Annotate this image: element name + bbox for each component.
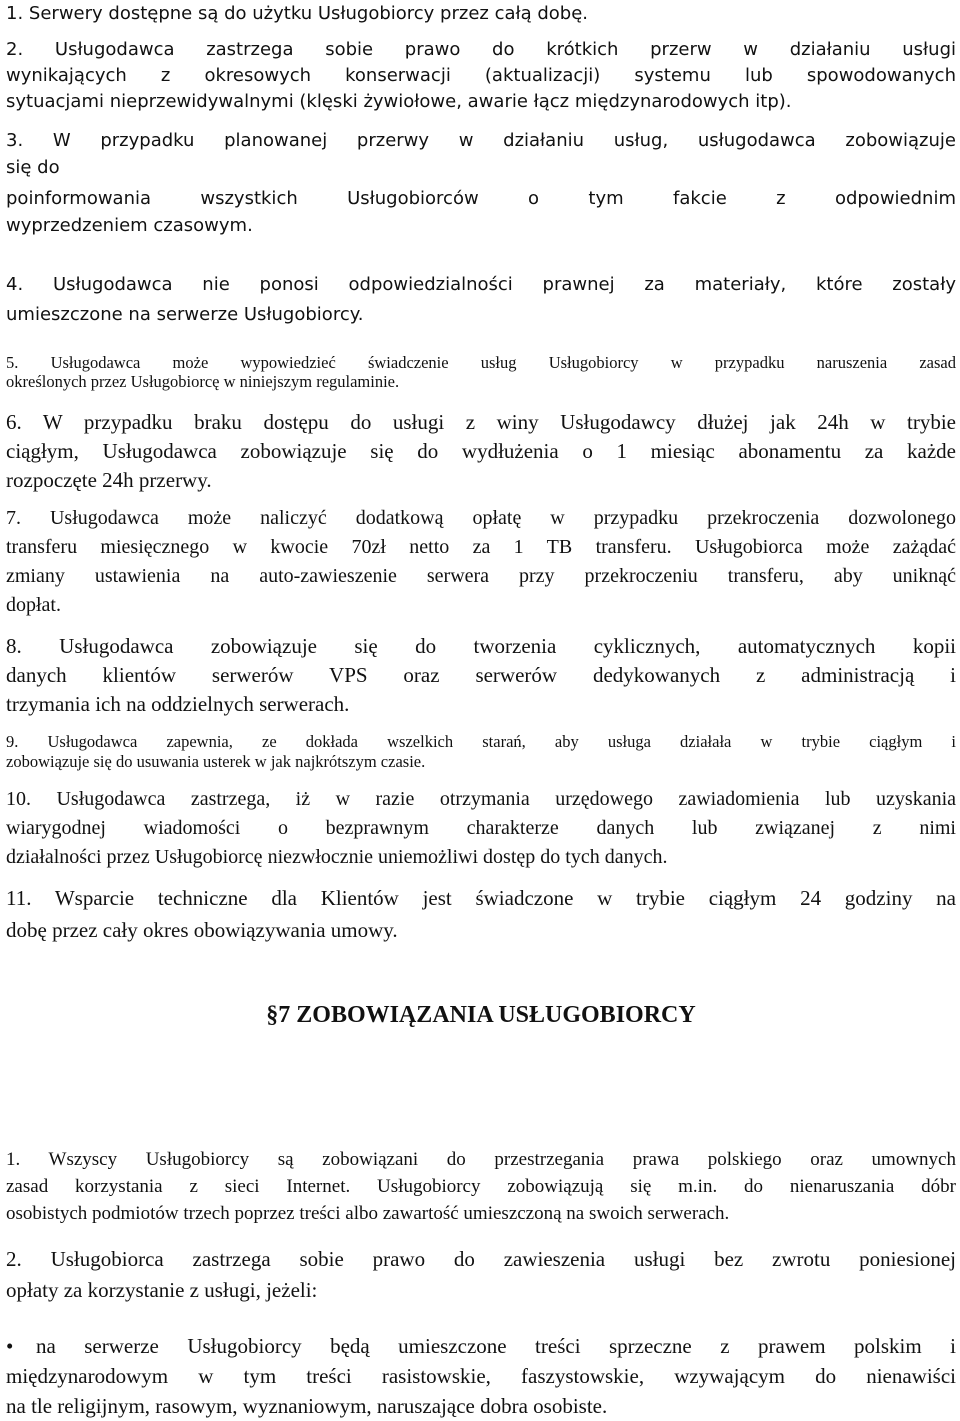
item-text: Usługodawca zastrzega, iż w razie otrzymania urzędowego zawiadomienia lub uzyskania xyxy=(56,788,956,810)
item-10 xyxy=(6,785,956,872)
item-text: zobowiązuje się do usuwania usterek w jak najkrótszym czasie. xyxy=(6,752,426,771)
bullet-icon: • xyxy=(6,1334,14,1358)
item-8 xyxy=(6,632,956,719)
item-text: dobę przez cały okres obowiązywania umowy. xyxy=(6,918,398,942)
item-text: transferu miesięcznego w kwocie 70zł netto za 1 TB transferu. Usługobiorca może zażądać xyxy=(6,536,956,558)
item-text: umieszczone na serwerze Usługobiorcy. xyxy=(6,304,364,325)
item-text: zasad korzystania z sieci Internet. Usługobiorcy zobowiązują się m.in. do nienaruszania dóbr xyxy=(6,1176,956,1197)
item-3 xyxy=(6,127,956,239)
item-text: poinformowania wszystkich Usługobiorców o tym fakcie z odpowiednim xyxy=(6,188,956,209)
item-text: Usługodawca zobowiązuje się do tworzenia cyklicznych, automatycznych kopii xyxy=(59,634,956,658)
item-number: 2. xyxy=(6,1247,22,1271)
item-text: wiarygodnej wiadomości o bezprawnym charakterze danych lub związanej z nimi xyxy=(6,817,956,839)
item-text: danych klientów serwerów VPS oraz serwerów dedykowanych z administracją i xyxy=(6,663,956,687)
item-text: zmiany ustawienia na auto-zawieszenie serwera przy przekroczeniu transferu, aby uniknąć xyxy=(6,565,956,587)
section7-item-1 xyxy=(6,1146,956,1227)
item-7 xyxy=(6,504,956,620)
item-number: 3. xyxy=(6,130,24,151)
item-number: 7. xyxy=(6,507,21,529)
item-number: 8. xyxy=(6,634,22,658)
section7-bullet-1 xyxy=(6,1331,956,1421)
item-text: wynikających z okresowych konserwacji (aktualizacji) systemu lub spowodowanych xyxy=(6,65,956,86)
item-number: 1. xyxy=(6,3,24,24)
item-text: osobistych podmiotów trzech poprzez treści albo zawartość umieszczoną na swoich serwerach. xyxy=(6,1203,730,1224)
item-2 xyxy=(6,37,956,115)
item-11 xyxy=(6,882,956,946)
item-text: dopłat. xyxy=(6,594,61,616)
item-text: rozpoczęte 24h przerwy. xyxy=(6,468,212,492)
item-text: na tle religijnym, rasowym, wyznaniowym, naruszające dobra osobiste. xyxy=(6,1394,608,1418)
item-1 xyxy=(6,2,956,26)
item-6 xyxy=(6,408,956,495)
section7-item-2 xyxy=(6,1244,956,1306)
item-text: się do xyxy=(6,157,60,178)
item-number: 5. xyxy=(6,353,19,372)
item-text: Usługodawca nie ponosi odpowiedzialności prawnej za materiały, które zostały xyxy=(52,274,956,295)
item-text: Usługodawca może naliczyć dodatkową opłatę w przypadku przekroczenia dozwolonego xyxy=(49,507,956,529)
section-heading: §7 ZOBOWIĄZANIA USŁUGOBIORCY xyxy=(266,1002,696,1028)
item-5 xyxy=(6,353,956,391)
item-text: opłaty za korzystanie z usługi, jeżeli: xyxy=(6,1278,318,1302)
item-text: Serwery dostępne są do użytku Usługobiorcy przez całą dobę. xyxy=(28,3,589,24)
item-text: ciągłym, Usługodawca zobowiązuje się do wydłużenia o 1 miesiąc abonamentu za każde xyxy=(6,439,956,463)
item-text: określonych przez Usługobiorcę w niniejszym regulaminie. xyxy=(6,372,400,391)
item-text: Wsparcie techniczne dla Klientów jest świadczone w trybie ciągłym 24 godziny na xyxy=(54,886,956,910)
item-text: na serwerze Usługobiorcy będą umieszczone treści sprzeczne z prawem polskim i xyxy=(36,1334,956,1358)
item-text: W przypadku planowanej przerwy w działaniu usług, usługodawca zobowiązuje xyxy=(52,130,956,151)
item-text: Wszyscy Usługobiorcy są zobowiązani do przestrzegania prawa polskiego oraz umownych xyxy=(48,1149,956,1170)
item-number: 11. xyxy=(6,886,32,910)
item-9 xyxy=(6,732,956,772)
item-number: 10. xyxy=(6,788,31,810)
item-text: międzynarodowym w tym treści rasistowskie, faszystowskie, wzywającym do nienawiści xyxy=(6,1364,956,1388)
item-number: 6. xyxy=(6,410,22,434)
item-number: 1. xyxy=(6,1149,21,1170)
item-text: trzymania ich na oddzielnych serwerach. xyxy=(6,692,350,716)
item-text: sytuacjami nieprzewidywalnymi (klęski żywiołowe, awarie łącz międzynarodowych itp). xyxy=(6,91,792,112)
item-text: Usługodawca zapewnia, ze dokłada wszelkich starań, aby usługa działała w trybie ciągłym i xyxy=(47,732,956,751)
item-number: 9. xyxy=(6,732,19,751)
item-text: Usługobiorca zastrzega sobie prawo do zawieszenia usługi bez zwrotu poniesionej xyxy=(50,1247,956,1271)
item-text: W przypadku braku dostępu do usługi z winy Usługodawcy dłużej jak 24h w trybie xyxy=(42,410,956,434)
item-number: 4. xyxy=(6,274,24,295)
item-text: Usługodawca może wypowiedzieć świadczenie usług Usługobiorcy w przypadku naruszenia zasad xyxy=(50,353,956,372)
item-text: wyprzedzeniem czasowym. xyxy=(6,215,253,236)
item-number: 2. xyxy=(6,39,24,60)
item-text: Usługodawca zastrzega sobie prawo do krótkich przerw w działaniu usługi xyxy=(54,39,956,60)
item-text: działalności przez Usługobiorcę niezwłocznie uniemożliwi dostęp do tych danych. xyxy=(6,846,668,868)
item-4 xyxy=(6,270,956,330)
